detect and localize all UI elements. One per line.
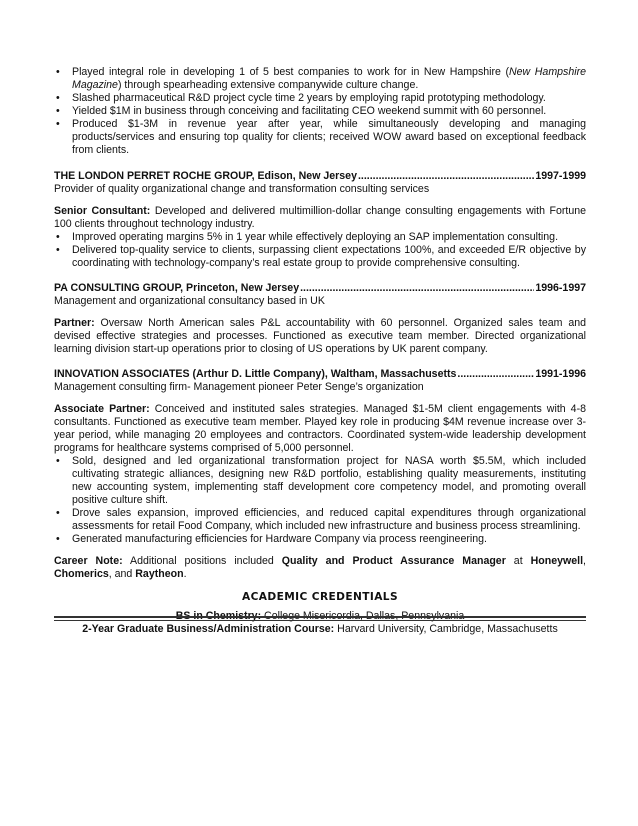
bullet-icon: • bbox=[56, 105, 60, 117]
bullet-text: Drove sales expansion, improved efficiencies, and reduced capital expenditures through organizational assessments for retail Food Company, which included new infrastructure and business process streamlining. bbox=[72, 507, 586, 532]
bullet-text: ) through spearheading extensive companywide culture change. bbox=[117, 79, 419, 91]
career-note bbox=[54, 555, 586, 581]
role-summary bbox=[54, 317, 586, 356]
footer-double-rule bbox=[54, 616, 586, 621]
career-note-text: Additional positions included bbox=[122, 555, 282, 567]
position-title: Quality and Product Assurance Manager bbox=[281, 555, 506, 567]
list-item bbox=[54, 92, 586, 105]
rule-line bbox=[54, 620, 586, 621]
job-bullet-list bbox=[54, 455, 586, 546]
bullet-text: Delivered top-quality service to clients, surpassing client expectations 100%, and exceeded E/R objective by coordinating with technology-company’s real estate group to provide comprehensive consulting. bbox=[72, 244, 586, 269]
role-title: Senior Consultant: bbox=[54, 205, 151, 217]
bullet-text: Produced $1-3M in revenue year after year, while simultaneously developing and managing products/services and ensuring top quality for clients; received WOW award based on exceptional feedback from clients. bbox=[72, 118, 586, 156]
company-name: THE LONDON PERRET ROCHE GROUP, Edison, New Jersey bbox=[54, 170, 357, 182]
magazine-name: New Hampshire Magazine bbox=[72, 66, 586, 91]
bullet-text: Yielded $1M in business through conceiving and facilitating CEO weekend summit with 60 personnel. bbox=[72, 105, 547, 117]
course-institution: Harvard University, Cambridge, Massachusetts bbox=[334, 623, 558, 635]
bullet-icon: • bbox=[56, 507, 60, 519]
bullet-text: Slashed pharmaceutical R&D project cycle time 2 years by employing rapid prototyping methodology. bbox=[72, 92, 546, 104]
job-heading bbox=[54, 282, 586, 295]
role-summary bbox=[54, 403, 586, 455]
company-chomerics: Chomerics bbox=[54, 568, 109, 580]
list-item bbox=[54, 118, 586, 157]
bullet-icon: • bbox=[56, 66, 60, 78]
role-text: Developed and delivered multimillion-dollar change consulting engagements with Fortune 100 clients throughout technology industry. bbox=[54, 205, 587, 230]
company-raytheon: Raytheon bbox=[135, 568, 184, 580]
job-innovation-associates bbox=[54, 368, 586, 546]
job-dates: 1991-1996 bbox=[535, 368, 586, 380]
company-name: INNOVATION ASSOCIATES (Arthur D. Little Company), Waltham, Massachusetts bbox=[54, 368, 457, 380]
bullet-icon: • bbox=[56, 118, 60, 130]
job-london-perret-roche bbox=[54, 170, 586, 270]
education-graduate bbox=[54, 623, 586, 636]
dot-leader bbox=[300, 282, 534, 295]
list-item bbox=[54, 105, 586, 118]
list-item bbox=[54, 231, 586, 244]
company-description: Provider of quality organizational change and transformation consulting services bbox=[54, 183, 430, 195]
bullet-icon: • bbox=[56, 92, 60, 104]
job-dates: 1996-1997 bbox=[535, 282, 586, 294]
bullet-text: Generated manufacturing efficiencies for Hardware Company via process reengineering. bbox=[72, 533, 487, 545]
job-pa-consulting bbox=[54, 282, 586, 356]
bullet-icon: • bbox=[56, 231, 60, 243]
role-title: Associate Partner: bbox=[54, 403, 150, 415]
company-name: PA CONSULTING GROUP, Princeton, New Jersey bbox=[54, 282, 300, 294]
job-bullet-list bbox=[54, 231, 586, 270]
bullet-icon: • bbox=[56, 533, 60, 545]
list-item bbox=[54, 66, 586, 92]
resume-page bbox=[54, 66, 586, 636]
list-item bbox=[54, 455, 586, 507]
rule-line bbox=[54, 616, 586, 618]
dot-leader bbox=[358, 170, 534, 183]
career-note-text: , and bbox=[108, 568, 136, 580]
top-bullet-list bbox=[54, 66, 586, 157]
job-heading bbox=[54, 170, 586, 183]
bullet-icon: • bbox=[56, 455, 60, 467]
career-note-text: , bbox=[583, 555, 586, 567]
role-title: Partner: bbox=[54, 317, 95, 329]
list-item bbox=[54, 507, 586, 533]
job-dates: 1997-1999 bbox=[535, 170, 586, 182]
section-title-education: ACADEMIC CREDENTIALS bbox=[242, 591, 398, 603]
list-item bbox=[54, 244, 586, 270]
job-heading bbox=[54, 368, 586, 381]
bullet-icon: • bbox=[56, 244, 60, 256]
role-summary bbox=[54, 205, 586, 231]
company-honeywell: Honeywell bbox=[530, 555, 584, 567]
role-text: Conceived and instituted sales strategies. Managed $1-5M client engagements with 4-8 consultants. Functioned as executive team member. Played key role in producing $4M revenue increase over 3-year period, while managing 20 employees and contractors. Coordinated system-wide leadership development programs for healthcare systems comprised of 5,000 personnel. bbox=[54, 403, 586, 454]
list-item bbox=[54, 533, 586, 546]
dot-leader bbox=[457, 368, 534, 381]
career-note-text: at bbox=[505, 555, 531, 567]
company-description: Management and organizational consultancy based in UK bbox=[54, 295, 325, 307]
company-description: Management consulting firm- Management pioneer Peter Senge’s organization bbox=[54, 381, 424, 393]
career-note-label: Career Note: bbox=[54, 555, 123, 567]
bullet-text: Played integral role in developing 1 of 5 best companies to work for in New Hampshire ( bbox=[72, 66, 510, 78]
role-text: Oversaw North American sales P&L accountability with 60 personnel. Organized sales team and devised effective strategies and processes. Functioned as executive team member. Directed organizational learning division start-up operations prior to closing of US operations by UK parent company. bbox=[54, 317, 586, 355]
bullet-text: Sold, designed and led organizational transformation project for NASA worth $5.5M, which included cultivating strategic alliances, designing new R&D portfolio, establishing quality measurements, instituting new accounting system, implementing staff development core competency model, and promoting overall positive culture shift. bbox=[72, 455, 586, 506]
course-label: 2-Year Graduate Business/Administration Course: bbox=[82, 623, 335, 635]
bullet-text: Improved operating margins 5% in 1 year while effectively deploying an SAP implementation consulting. bbox=[72, 231, 559, 243]
career-note-text: . bbox=[183, 568, 187, 580]
